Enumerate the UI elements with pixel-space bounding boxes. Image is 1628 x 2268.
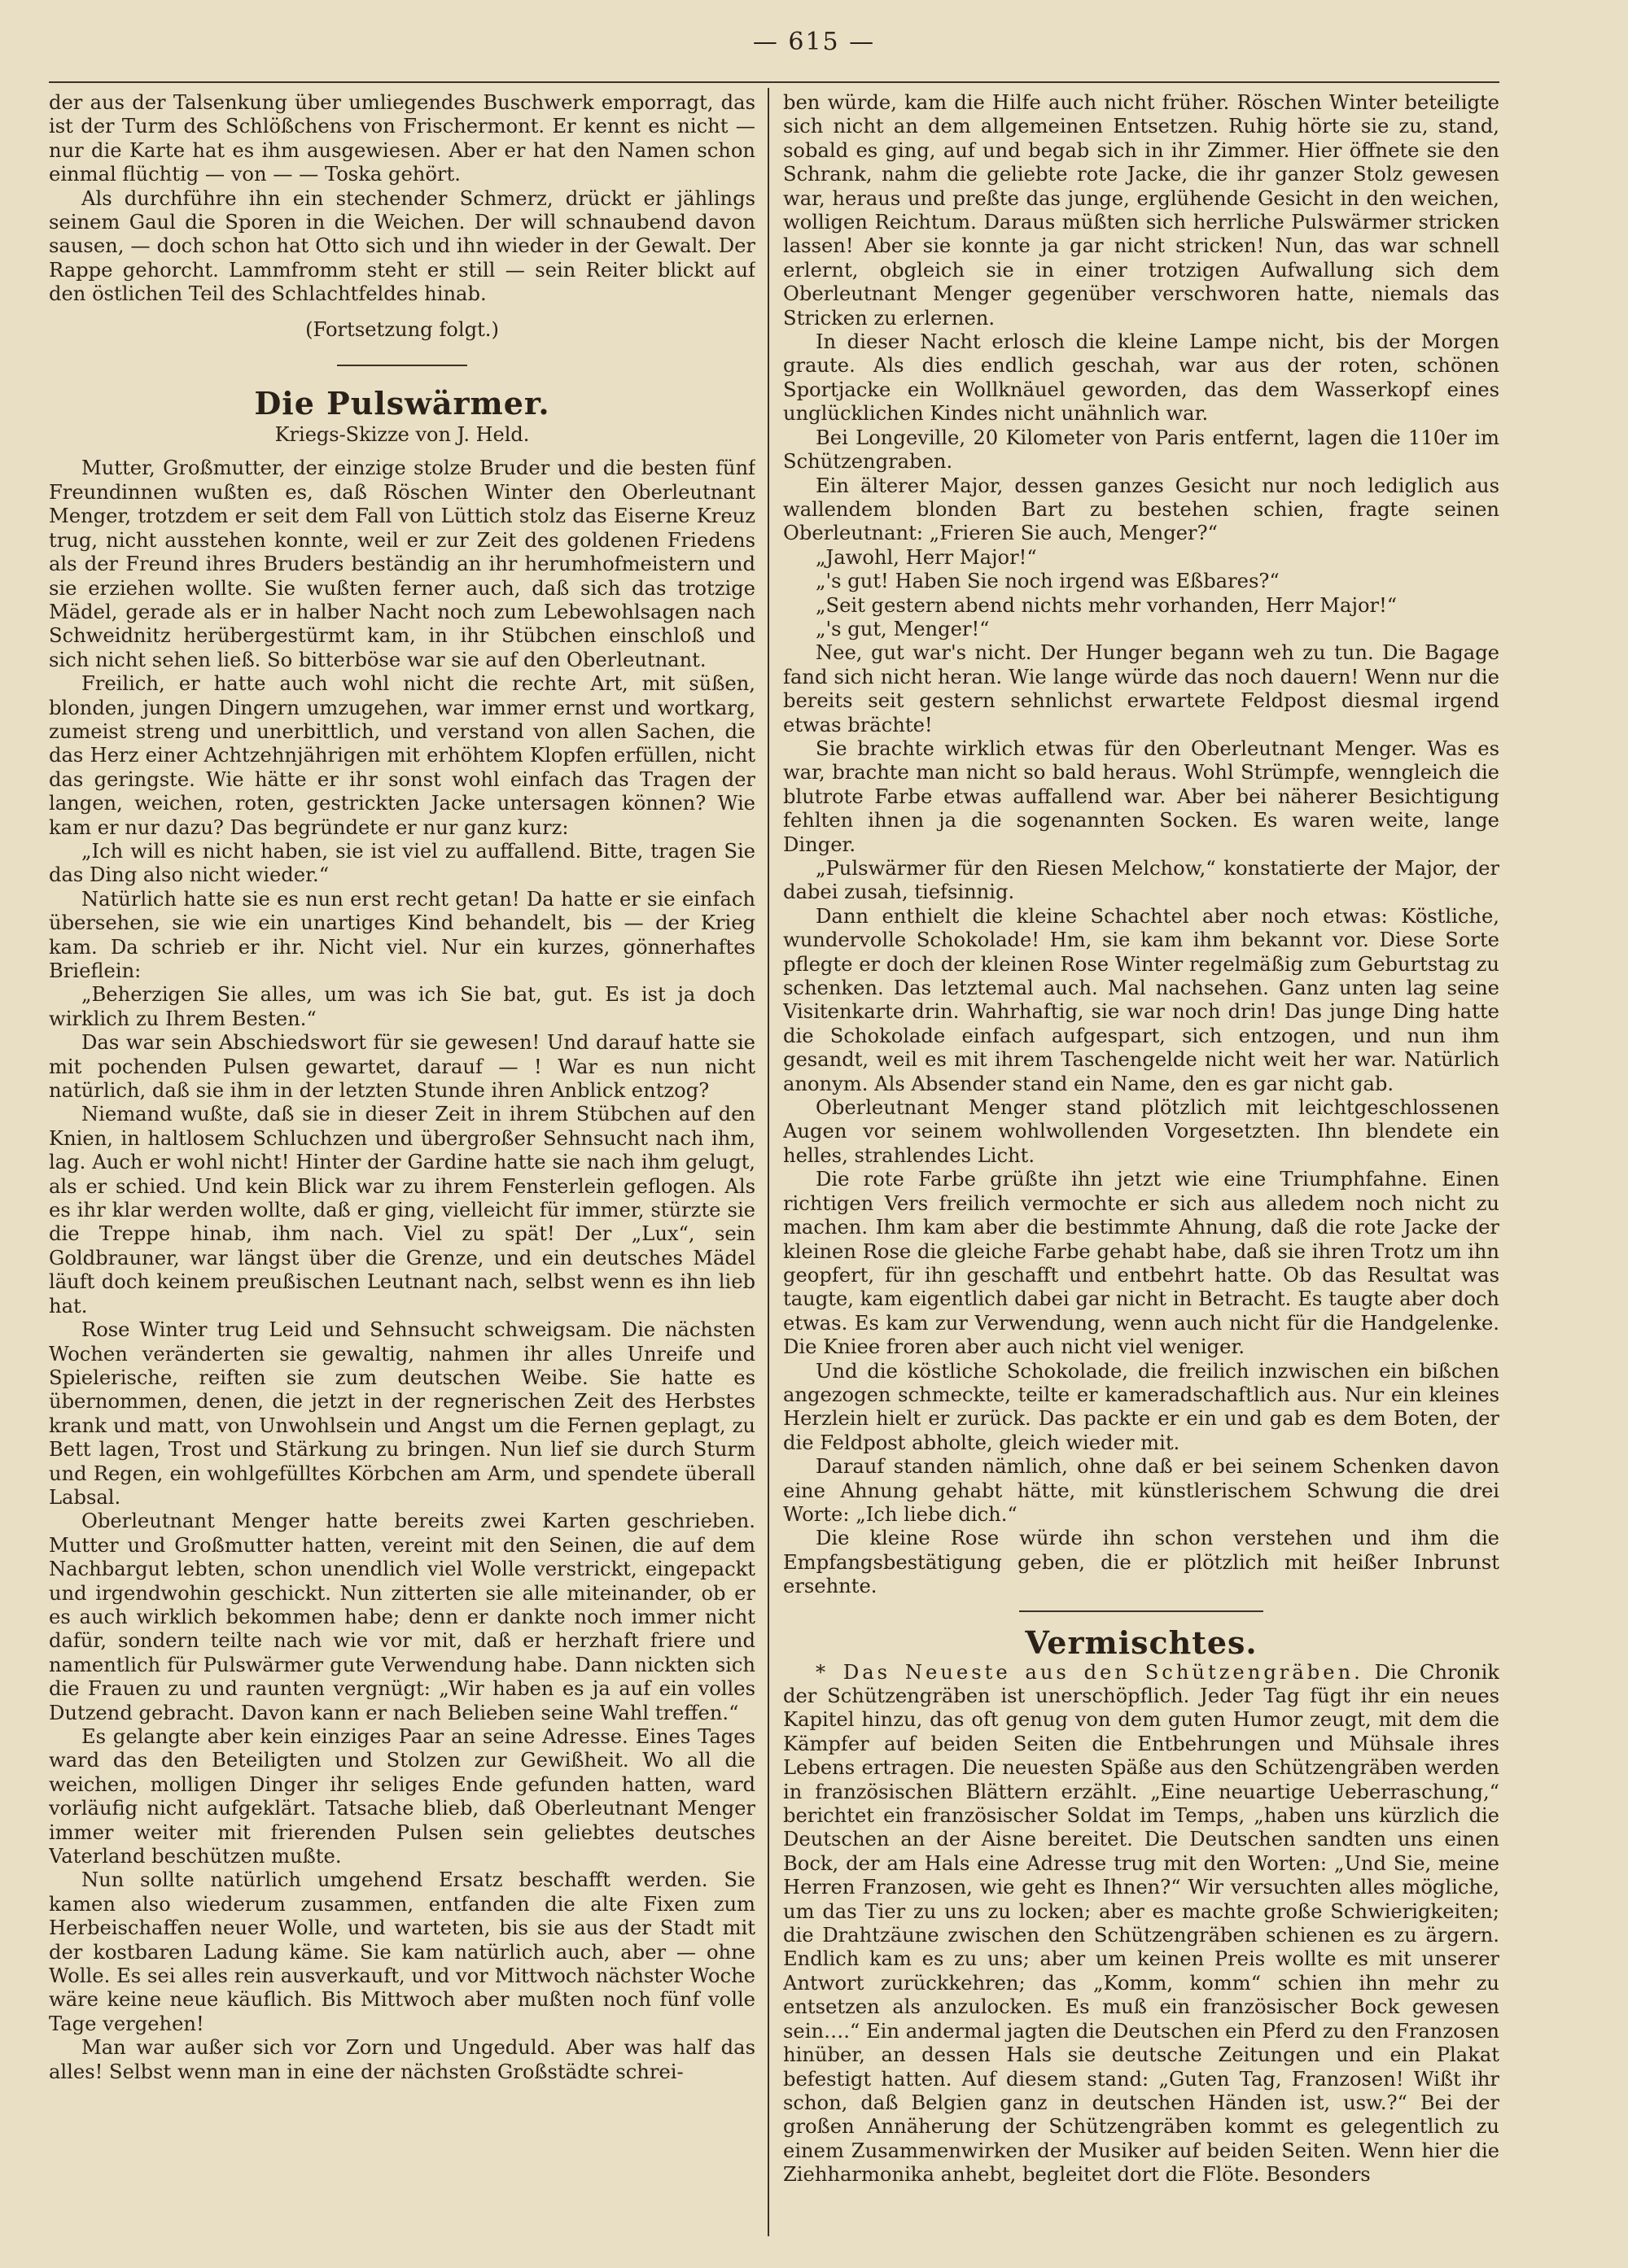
story-paragraph: Oberleutnant Menger hatte bereits zwei Karten geschrieben. Mutter und Großmutter hatten, vereint mit den Seinen, die auf dem Nachbargut lebten, schon unendlich viel Wolle verstrickt, eingepackt und irgendwohin geschickt. Nun zitterten sie alle miteinander, ob er es auch wirklich bekommen habe; denn er dankte noch immer nicht dafür, sondern teilte nach wie vor mit, daß er herzhaft friere und namentlich für Pulswärmer gute Verwendung habe. Dann nickten sich die Frauen zu und raunten vergnügt: „Wir haben es ja auf ein volles Dutzend gebracht. Davon kann er nach Belieben seine Wahl treffen.“: [49, 1510, 755, 1724]
left-column: [49, 91, 755, 2240]
story-paragraph: „Jawohl, Herr Major!“: [816, 545, 1037, 569]
story-title: Die Pulswärmer.: [254, 385, 550, 422]
story-paragraph: Die kleine Rose würde ihn schon verstehen und ihm die Empfangsbestätigung geben, die er plötzlich mit heißer Inbrunst ersehnte.: [783, 1527, 1499, 1598]
continued-note: (Fortsetzung folgt.): [305, 317, 499, 341]
column-divider: [768, 88, 769, 2236]
story-paragraph: Bei Longeville, 20 Kilometer von Paris entfernt, lagen die 110er im Schützengraben.: [783, 426, 1499, 474]
right-column: [783, 91, 1499, 2240]
page-number: — 615 —: [752, 28, 876, 56]
story-paragraph: Nun sollte natürlich umgehend Ersatz beschafft werden. Sie kamen also wiederum zusammen, entfanden die alte Fixen zum Herbeischaffen neuer Wolle, und warteten, bis sie aus der Stadt mit der kostbaren Ladung käme. Sie kam natürlich auch, aber — ohne Wolle. Es sei alles rein ausverkauft, und vor Mittwoch nächster Woche wäre keine neue käuflich. Bis Mittwoch aber mußten noch fünf volle Tage vergehen!: [49, 1868, 755, 2035]
story-paragraph: Man war außer sich vor Zorn und Ungeduld. Aber was half das alles! Selbst wenn man in eine der nächsten Großstädte schrei-: [49, 2036, 755, 2083]
section-separator: [1019, 1610, 1263, 1612]
story-paragraph: „'s gut! Haben Sie noch irgend was Eßbares?“: [816, 570, 1280, 593]
story-paragraph: „Ich will es nicht haben, sie ist viel zu auffallend. Bitte, tragen Sie das Ding also nicht wieder.“: [49, 839, 755, 887]
story-paragraph: ben würde, kam die Hilfe auch nicht früher. Röschen Winter beteiligte sich nicht an dem allgemeinen Entsetzen. Ruhig hörte sie zu, stand, sobald es ging, auf und begab sich in ihr Zimmer. Hier öffnete sie den Schrank, nahm die geliebte rote Jacke, die ihr ganzer Stolz gewesen war, heraus und preßte das junge, erglühende Gesicht in den weichen, wolligen Reichtum. Daraus müßten sich herrliche Pulswärmer stricken lassen! Aber sie konnte ja gar nicht stricken! Nun, das war schnell erlernt, obgleich sie in einer trotzigen Aufwallung sich dem Oberleutnant Menger gegenüber verschworen hatte, niemals das Stricken zu erlernen.: [783, 91, 1499, 330]
story-byline: Kriegs-Skizze von J. Held.: [274, 423, 530, 447]
story-paragraph: Oberleutnant Menger stand plötzlich mit leichtgeschlossenen Augen vor seinem wohlwollenden Vorgesetzten. Ihn blendete ein helles, strahlendes Licht.: [783, 1096, 1499, 1167]
misc-text: Die Chronik der Schützengräben ist unerschöpflich. Jeder Tag fügt ihr ein neues Kapitel hinzu, das oft genug von dem guten Humor zeugt, mit dem die Kämpfer auf beiden Seiten die Entbehrungen und Mühsale ihres Lebens ertragen. Die neuesten Späße aus den Schützengräben werden in französischen Blättern erzählt. „Eine neuartige Ueberraschung,“ berichtet ein französischer Soldat im Temps, „haben uns kürzlich die Deutschen an der Aisne bereitet. Die Deutschen sandten uns einen Bock, der am Hals eine Adresse trug mit den Worten: „Und Sie, meine Herren Franzosen, wie geht es Ihnen?“ Wir versuchten alles mögliche, um das Tier zu uns zu locken; aber es machte große Schwierigkeiten; die Drahtzäune zwischen den Schützengräben schienen es zu ärgern. Endlich kam es zu uns; aber um keinen Preis wollte es mit unserer Antwort zurückkehren; das „Komm, komm“ schien ihn mehr zu entsetzen als anzulocken. Es muß ein französischer Bock gewesen sein….“ Ein andermal jagten die Deutschen ein Pferd zu den Franzosen hinüber, an dessen Hals sie deutsche Zeitungen und ein Plakat befestigt hatten. Auf diesem stand: „Guten Tag, Franzosen! Wißt ihr schon, daß Belgien ganz in deutschen Händen ist, usw.?“ Bei der großen Annäherung der Schützengräben kommt es gelegentlich zu einem Zusammenwirken der Musiker auf beiden Seiten. Wenn hier die Ziehharmonika anhebt, begleitet dort die Flöte. Besonders: [783, 1660, 1499, 2187]
serial-paragraph: Als durchführe ihn ein stechender Schmerz, drückt er jählings seinem Gaul die Sporen in die Weichen. Der will schnaubend davon sausen, — doch schon hat Otto sich und ihn wieder in der Gewalt. Der Rappe gehorcht. Lammfromm steht er still — sein Reiter blickt auf den östlichen Teil des Schlachtfeldes hinab.: [49, 186, 755, 306]
story-paragraph: Darauf standen nämlich, ohne daß er bei seinem Schenken davon eine Ahnung gehabt hätte, mit künstlerischem Schwung die drei Worte: „Ich liebe dich.“: [783, 1455, 1499, 1526]
story-paragraph: Natürlich hatte sie es nun erst recht getan! Da hatte er sie einfach übersehen, sie wie ein unartiges Kind behandelt, bis — der Krieg kam. Da schrieb er ihr. Nicht viel. Nur ein kurzes, gönnerhaftes Brieflein:: [49, 887, 755, 982]
story-paragraph: „Beherzigen Sie alles, um was ich Sie bat, gut. Es ist ja doch wirklich zu Ihrem Besten.“: [49, 983, 755, 1030]
story-paragraph: „Seit gestern abend nichts mehr vorhanden, Herr Major!“: [816, 593, 1398, 617]
story-paragraph: Nee, gut war's nicht. Der Hunger begann weh zu tun. Die Bagage fand sich nicht heran. Wie lange würde das noch dauern! Wenn nur die bereits seit gestern sehnlichst erwartete Feldpost diesmal irgend etwas brächte!: [783, 641, 1499, 736]
story-paragraph: Freilich, er hatte auch wohl nicht die rechte Art, mit süßen, blonden, jungen Dingern umzugehen, war immer ernst und wortkarg, zumeist streng und unerbittlich, und verstand von allen Sachen, die das Herz einer Achtzehnjährigen mit erhöhtem Klopfen erfüllen, nicht das geringste. Wie hätte er ihr sonst wohl einfach das Tragen der langen, weichen, roten, gestrickten Jacke untersagen können? Wie kam er nur dazu? Das begründete er nur ganz kurz:: [49, 672, 755, 839]
story-paragraph: Niemand wußte, daß sie in dieser Zeit in ihrem Stübchen auf den Knien, in haltlosem Schluchzen und übergroßer Sehnsucht nach ihm, lag. Auch er wohl nicht! Hinter der Gardine hatte sie nach ihm gelugt, als er schied. Und kein Blick war zu ihrem Fensterlein geflogen. Als es ihr klar werden wollte, daß er ging, vielleicht für immer, stürzte sie die Treppe hinab, ihm nach. Viel zu spät! Der „Lux“, sein Goldbrauner, war längst über die Grenze, und ein deutsches Mädel läuft doch keinem preußischen Leutnant nach, selbst wenn es ihn lieb hat.: [49, 1103, 755, 1318]
story-paragraph: Dann enthielt die kleine Schachtel aber noch etwas: Köstliche, wundervolle Schokolade! Hm, sie kam ihm bekannt vor. Diese Sorte pflegte er doch der kleinen Rose Winter regelmäßig zum Geburtstag zu schenken. Das letztemal auch. Mal nachsehen. Ganz unten lag seine Visitenkarte drin. Wahrhaftig, sie war noch drin! Das junge Ding hatte die Schokolade einfach aufgespart, sich entzogen, und nun ihm gesandt, weil es mit ihrem Taschengelde nicht weit her war. Natürlich anonym. Als Absender stand ein Name, den es gar nicht gab.: [783, 904, 1499, 1095]
misc-paragraph: [783, 1661, 1499, 2187]
story-paragraph: Die rote Farbe grüßte ihn jetzt wie eine Triumphfahne. Einen richtigen Vers freilich vermochte er sich aus alledem noch nicht zu machen. Ihm kam aber die bestimmte Ahnung, daß die rote Jacke der kleinen Rose die gleiche Farbe gehabt habe, daß sie ihren Trotz um ihn geopfert, für ihn geschafft und entbehrt hatte. Ob das Resultat was taugte, kam eigentlich dabei gar nicht in Betracht. Es taugte aber doch etwas. Es kam zur Verwendung, wenn auch nicht für die Handgelenke. Die Kniee froren aber auch nicht viel weniger.: [783, 1168, 1499, 1359]
story-paragraph: In dieser Nacht erlosch die kleine Lampe nicht, bis der Morgen graute. Als dies endlich geschah, war aus der roten, schönen Sportjacke ein Wollknäuel geworden, das dem Wasserkopf eines unglücklichen Kindes nicht unähnlich war.: [783, 330, 1499, 426]
story-paragraph: „Pulswärmer für den Riesen Melchow,“ konstatierte der Major, der dabei zusah, tiefsinnig.: [783, 857, 1499, 904]
section-title-vermischtes: Vermischtes.: [1025, 1623, 1258, 1661]
story-paragraph: Das war sein Abschiedswort für sie gewesen! Und darauf hatte sie mit pochenden Pulsen gewartet, darauf — ! War es nun nicht natürlich, daß sie ihm in der letzten Stunde ihren Anblick entzog?: [49, 1031, 755, 1103]
story-paragraph: „'s gut, Menger!“: [816, 617, 990, 640]
misc-lead: * Das Neueste aus den Schützengräben.: [816, 1660, 1363, 1684]
story-paragraph: Ein älterer Major, dessen ganzes Gesicht nur noch lediglich aus wallendem blonden Bart zu bestehen schien, fragte seinen Oberleutnant: „Frieren Sie auch, Menger?“: [783, 474, 1499, 545]
story-paragraph: Mutter, Großmutter, der einzige stolze Bruder und die besten fünf Freundinnen wußten es, daß Röschen Winter den Oberleutnant Menger, trotzdem er seit dem Fall von Lüttich stolz das Eiserne Kreuz trug, nicht ausstehen konnte, weil er zur Zeit des goldenen Friedens als der Freund ihres Bruders beständig an ihr herumhofmeistern und sie erziehen wollte. Sie wußten ferner auch, daß sich das trotzige Mädel, gerade als er in halber Nacht noch zum Lebewohlsagen nach Schweidnitz herübergestürmt kam, in ihr Stübchen einschloß und sich nicht sehen ließ. So bitterböse war sie auf den Oberleutnant.: [49, 457, 755, 671]
story-paragraph: Rose Winter trug Leid und Sehnsucht schweigsam. Die nächsten Wochen veränderten sie gewaltig, nahmen ihr alles Unreife und Spielerische, reiften sie zum deutschen Weibe. Sie hatte es übernommen, denen, die jetzt in der regnerischen Zeit des Herbstes krank und matt, von Unwohlsein und Angst um die Fernen geplagt, zu Bett lagen, Trost und Stärkung zu bringen. Nun lief sie durch Sturm und Regen, ein wohlgefülltes Körbchen am Arm, und spendete überall Labsal.: [49, 1318, 755, 1509]
serial-paragraph: der aus der Talsenkung über umliegendes Buschwerk emporragt, das ist der Turm des Schlößchens von Frischermont. Er kennt es nicht — nur die Karte hat es ihm ausgewiesen. Aber er hat den Namen schon einmal flüchtig — von — — Toska gehört.: [49, 91, 755, 186]
header-rule: [49, 81, 1499, 83]
story-paragraph: Es gelangte aber kein einziges Paar an seine Adresse. Eines Tages ward das den Beteiligten und Stolzen zur Gewißheit. Wo all die weichen, molligen Dinger ihr seliges Ende gefunden hatten, ward vorläufig nicht aufgeklärt. Tatsache blieb, daß Oberleutnant Menger immer weiter mit frierenden Pulsen sein geliebtes deutsches Vaterland beschützen mußte.: [49, 1725, 755, 1868]
story-paragraph: Und die köstliche Schokolade, die freilich inzwischen ein bißchen angezogen schmeckte, teilte er kameradschaftlich aus. Nur ein kleines Herzlein hielt er zurück. Das packte er ein und gab es dem Boten, der die Feldpost abholte, gleich wieder mit.: [783, 1359, 1499, 1454]
story-paragraph: Sie brachte wirklich etwas für den Oberleutnant Menger. Was es war, brachte man nicht so bald heraus. Wohl Strümpfe, wenngleich die blutrote Farbe etwas auffallend war. Aber bei näherer Besichtigung fehlten ihnen ja die sogenannten Socken. Es waren weite, lange Dinger.: [783, 736, 1499, 856]
section-separator: [337, 365, 467, 366]
